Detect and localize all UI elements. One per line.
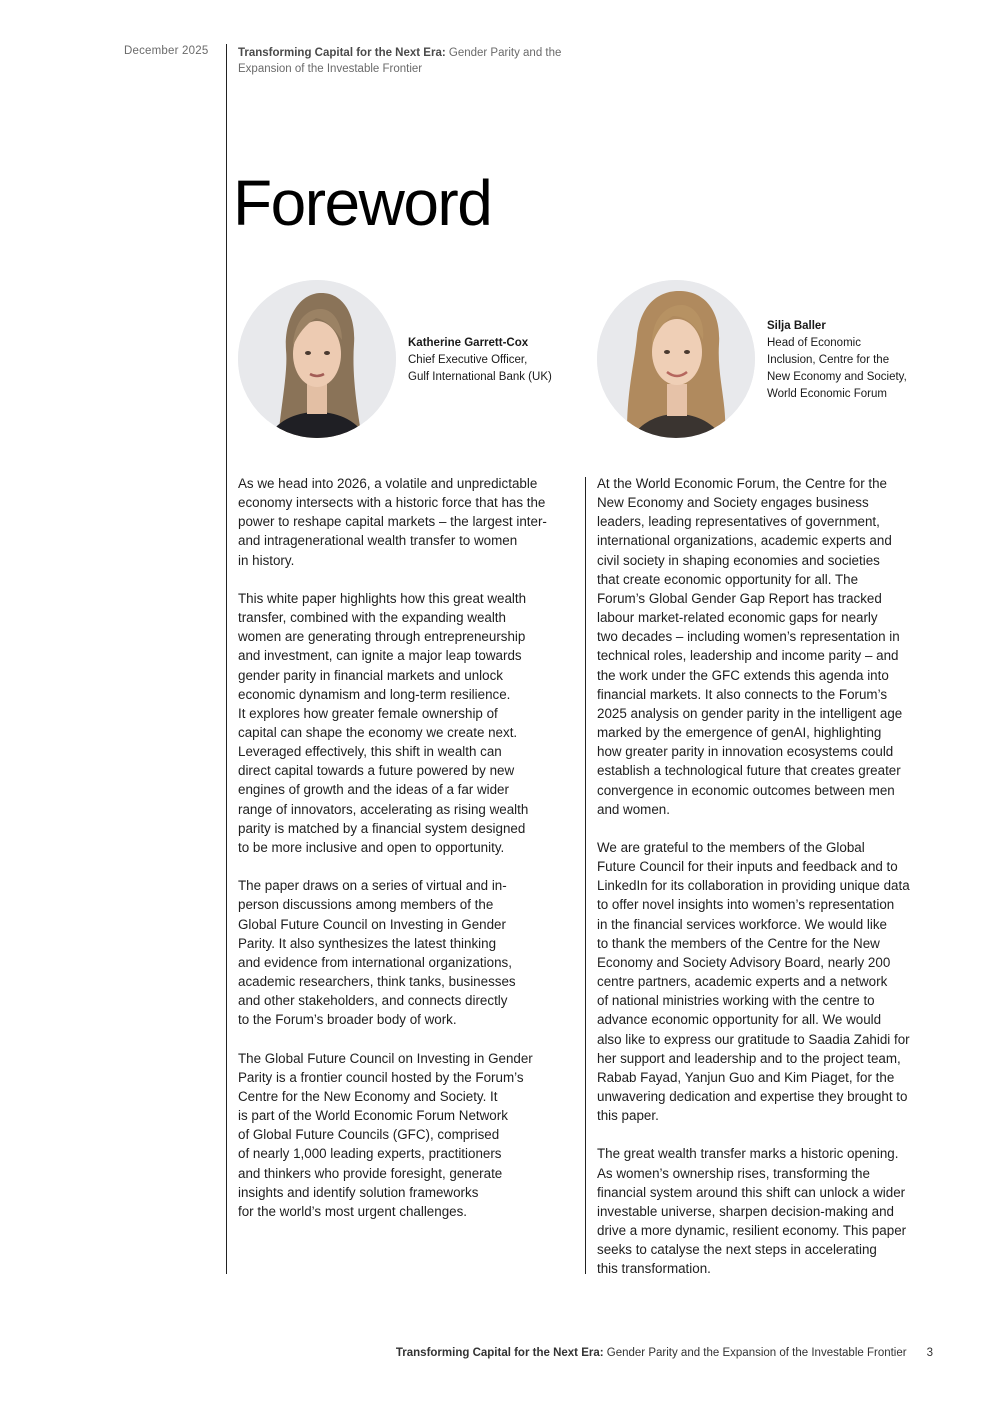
footer-title-rest: Gender Parity and the Expansion of the Investable Frontier <box>603 1347 907 1359</box>
header-title-bold: Transforming Capital for the Next Era: <box>238 47 446 59</box>
author-name: Katherine Garrett-Cox <box>408 337 529 349</box>
header-title-rest: Gender Parity and the Expansion of the Investable Frontier <box>238 47 562 75</box>
body-paragraph: At the World Economic Forum, the Centre for the New Economy and Society engages business leaders, leading representatives of government, international organizations, academic experts and civil society in shaping economies and societies that create economic opportunity for all. The Forum’s Global Gender Gap Report has tracked labour market-related economic gaps for nearly two decades – including women’s representation in technical roles, leadership and income parity – and the work under the GFC extends this agenda into financial markets. It also connects to the Forum’s 2025 analysis on gender parity in the intelligent age marked by the emergence of genAI, highlighting how greater parity in innovation ecosystems could establish a technological future that creates greater convergence in economic outcomes between men and women. <box>597 476 903 817</box>
author-name: Silja Baller <box>767 320 826 332</box>
author-role-line: Head of Economic <box>767 337 861 349</box>
body-paragraph: This white paper highlights how this great wealth transfer, combined with the expanding wealth women are generating through entrepreneurship and investment, can ignite a major leap towards gender parity in financial markets and unlock economic dynamism and long-term resilience. It explores how greater female ownership of capital can shape the economy we create next. Leveraged effectively, this shift in wealth can direct capital towards a future powered by new engines of growth and the ideas of a far wider range of innovators, accelerating as rising wealth parity is matched by a financial system designed to be more inclusive and open to opportunity. <box>238 590 529 855</box>
left-body-column <box>238 474 578 1240</box>
author-role-line: Inclusion, Centre for the <box>767 354 890 366</box>
header-title <box>238 45 568 77</box>
portrait-illustration <box>597 280 755 438</box>
right-body-column <box>597 474 937 1298</box>
left-vertical-rule <box>226 44 227 1274</box>
body-paragraph: The great wealth transfer marks a historic opening. As women’s ownership rises, transforming the financial system around this shift can unlock a wider investable universe, sharpen decision-making and drive a more dynamic, resilient economy. This paper seeks to catalyse the next steps in accelerating this transformation. <box>597 1146 907 1277</box>
body-paragraph: We are grateful to the members of the Global Future Council for their inputs and feedback and to LinkedIn for its collaboration in providing unique data to offer novel insights into women’s representation in the financial services workforce. We would like to thank the members of the Centre for the New Economy and Society Advisory Board, nearly 200 centre partners, academic experts and a network of national ministries working with the centre to advance economic opportunity for all. We would also like to express our gratitude to Saadia Zahidi for her support and leadership and to the project team, Rabab Fayad, Yanjun Guo and Kim Piaget, for the unwavering dedication and expertise they brought to this paper. <box>597 839 910 1124</box>
header-date: December 2025 <box>124 45 209 57</box>
page-number: 3 <box>926 1347 933 1359</box>
author-portrait-silja <box>597 280 755 438</box>
author-role-line: Chief Executive Officer, <box>408 354 528 366</box>
author-role-line: Gulf International Bank (UK) <box>408 371 552 383</box>
body-paragraph: The paper draws on a series of virtual and in- person discussions among members of the Global Future Council on Investing in Gender Parity. It also synthesizes the latest thinking and evidence from international organizations, academic researchers, think tanks, businesses and other stakeholders, and connects directly to the Forum’s broader body of work. <box>238 878 516 1028</box>
author-role-line: New Economy and Society, <box>767 371 907 383</box>
page-footer <box>396 1347 933 1359</box>
footer-title-bold: Transforming Capital for the Next Era: <box>395 1347 604 1359</box>
author-bio-silja <box>767 318 907 403</box>
author-bio-katherine <box>408 335 552 386</box>
author-portrait-katherine <box>238 280 396 438</box>
body-paragraph: As we head into 2026, a volatile and unpredictable economy intersects with a historic force that has the power to reshape capital markets – the largest inter- and intragenerational wealth transfer to women in history. <box>238 476 547 568</box>
portrait-illustration <box>238 280 396 438</box>
author-role-line: World Economic Forum <box>767 388 887 400</box>
center-vertical-rule <box>585 477 586 1274</box>
page-title: Foreword <box>233 167 492 239</box>
body-paragraph: The Global Future Council on Investing in Gender Parity is a frontier council hosted by the Forum’s Centre for the New Economy and Society. It is part of the World Economic Forum Network of Global Future Councils (GFC), comprised of nearly 1,000 leading experts, practitioners and thinkers who provide foresight, generate insights and identify solution frameworks for the world’s most urgent challenges. <box>238 1050 533 1219</box>
